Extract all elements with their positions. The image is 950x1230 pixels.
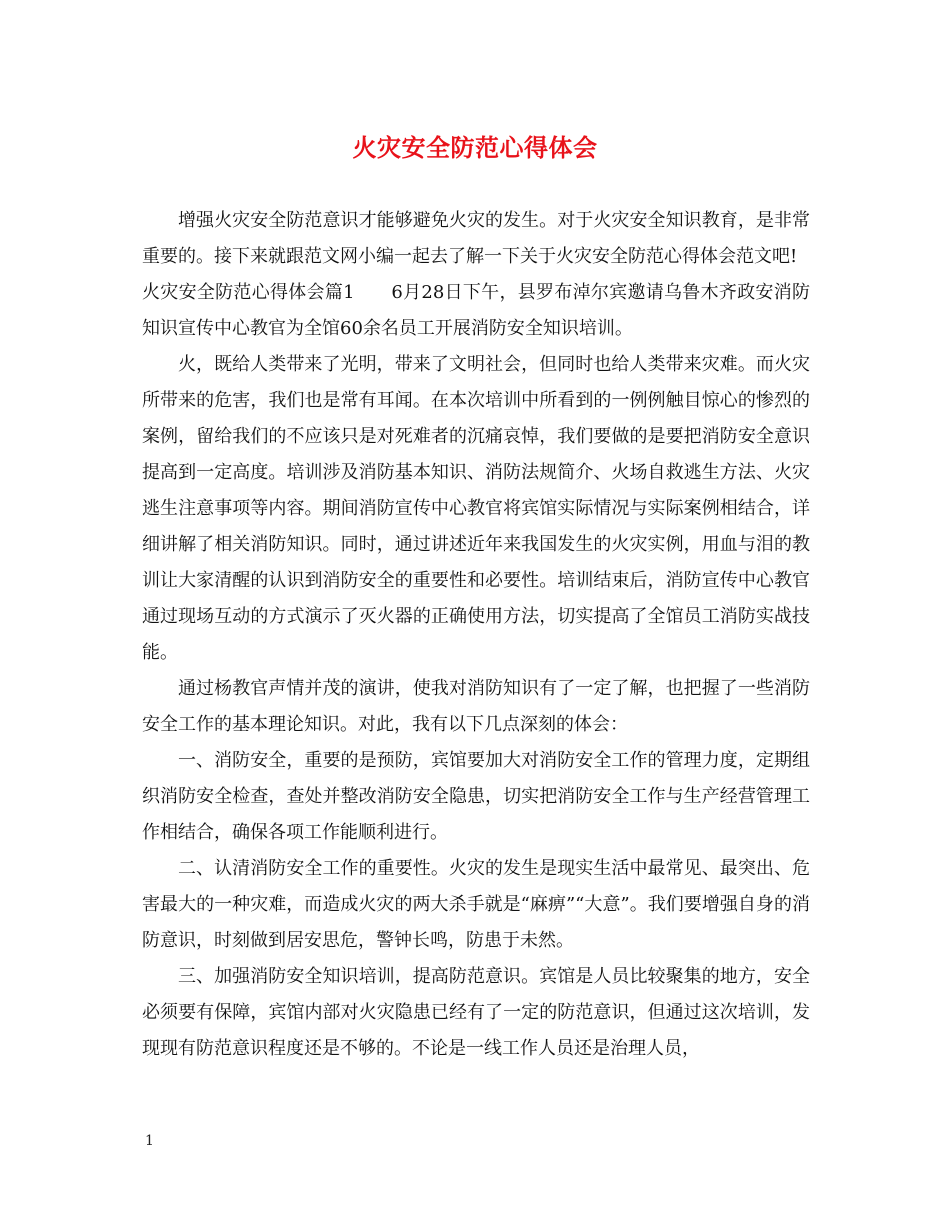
- paragraph-intro: 增强火灾安全防范意识才能够避免火灾的发生。对于火灾安全知识教育，是非常重要的。接下来就跟范文网小编一起去了解一下关于火灾安全防范心得体会范文吧!: [142, 210, 810, 267]
- paragraph-fire-disaster: 火，既给人类带来了光明，带来了文明社会，但同时也给人类带来灾难。而火灾所带来的危害，我们也是常有耳闻。在本次培训中所看到的一例例触目惊心的惨烈的案例，留给我们的不应该只是对死难者的沉痛哀悼，我们要做的是要把消防安全意识提高到一定高度。培训涉及消防基本知识、消防法规简介、火场自救逃生方法、火灾逃生注意事项等内容。期间消防宣传中心教官将宾馆实际情况与实际案例相结合，详细讲解了相关消防知识。同时，通过讲述近年来我国发生的火灾实例，用血与泪的教训让大家清醒的认识到消防安全的重要性和必要性。培训结束后，消防宣传中心教官通过现场互动的方式演示了灭火器的正确使用方法，切实提高了全馆员工消防实战技能。: [142, 354, 810, 663]
- document-title: 火灾安全防范心得体会: [352, 133, 598, 162]
- paragraph-lecture-reflection: 通过杨教官声情并茂的演讲，使我对消防知识有了一定了解，也把握了一些消防安全工作的基本理论知识。对此，我有以下几点深刻的体会：: [142, 678, 810, 735]
- paragraph-point-two: 二、认清消防安全工作的重要性。火灾的发生是现实生活中最常见、最突出、危害最大的一种灾难，而造成火灾的两大杀手就是“麻痹”“大意”。我们要增强自身的消防意识，时刻做到居安思危，警钟长鸣，防患于未然。: [142, 858, 810, 951]
- document-body: [142, 203, 810, 1067]
- page-number: 1: [145, 1133, 154, 1149]
- paragraph-point-one: 一、消防安全，重要的是预防，宾馆要加大对消防安全工作的管理力度，定期组织消防安全检查，查处并整改消防安全隐患，切实把消防安全工作与生产经营管理工作相结合，确保各项工作能顺利进行。: [142, 750, 810, 843]
- paragraph-point-three: 三、加强消防安全知识培训，提高防范意识。宾馆是人员比较聚集的地方，安全必须要有保障，宾馆内部对火灾隐患已经有了一定的防范意识，但通过这次培训，发现现有防范意识程度还是不够的。不论是一线工作人员还是治理人员，: [142, 966, 810, 1059]
- paragraph-article-heading: 火灾安全防范心得体会篇1 6月28日下午，县罗布淖尔宾邀请乌鲁木齐政安消防知识宣传中心教官为全馆60余名员工开展消防安全知识培训。: [142, 282, 810, 339]
